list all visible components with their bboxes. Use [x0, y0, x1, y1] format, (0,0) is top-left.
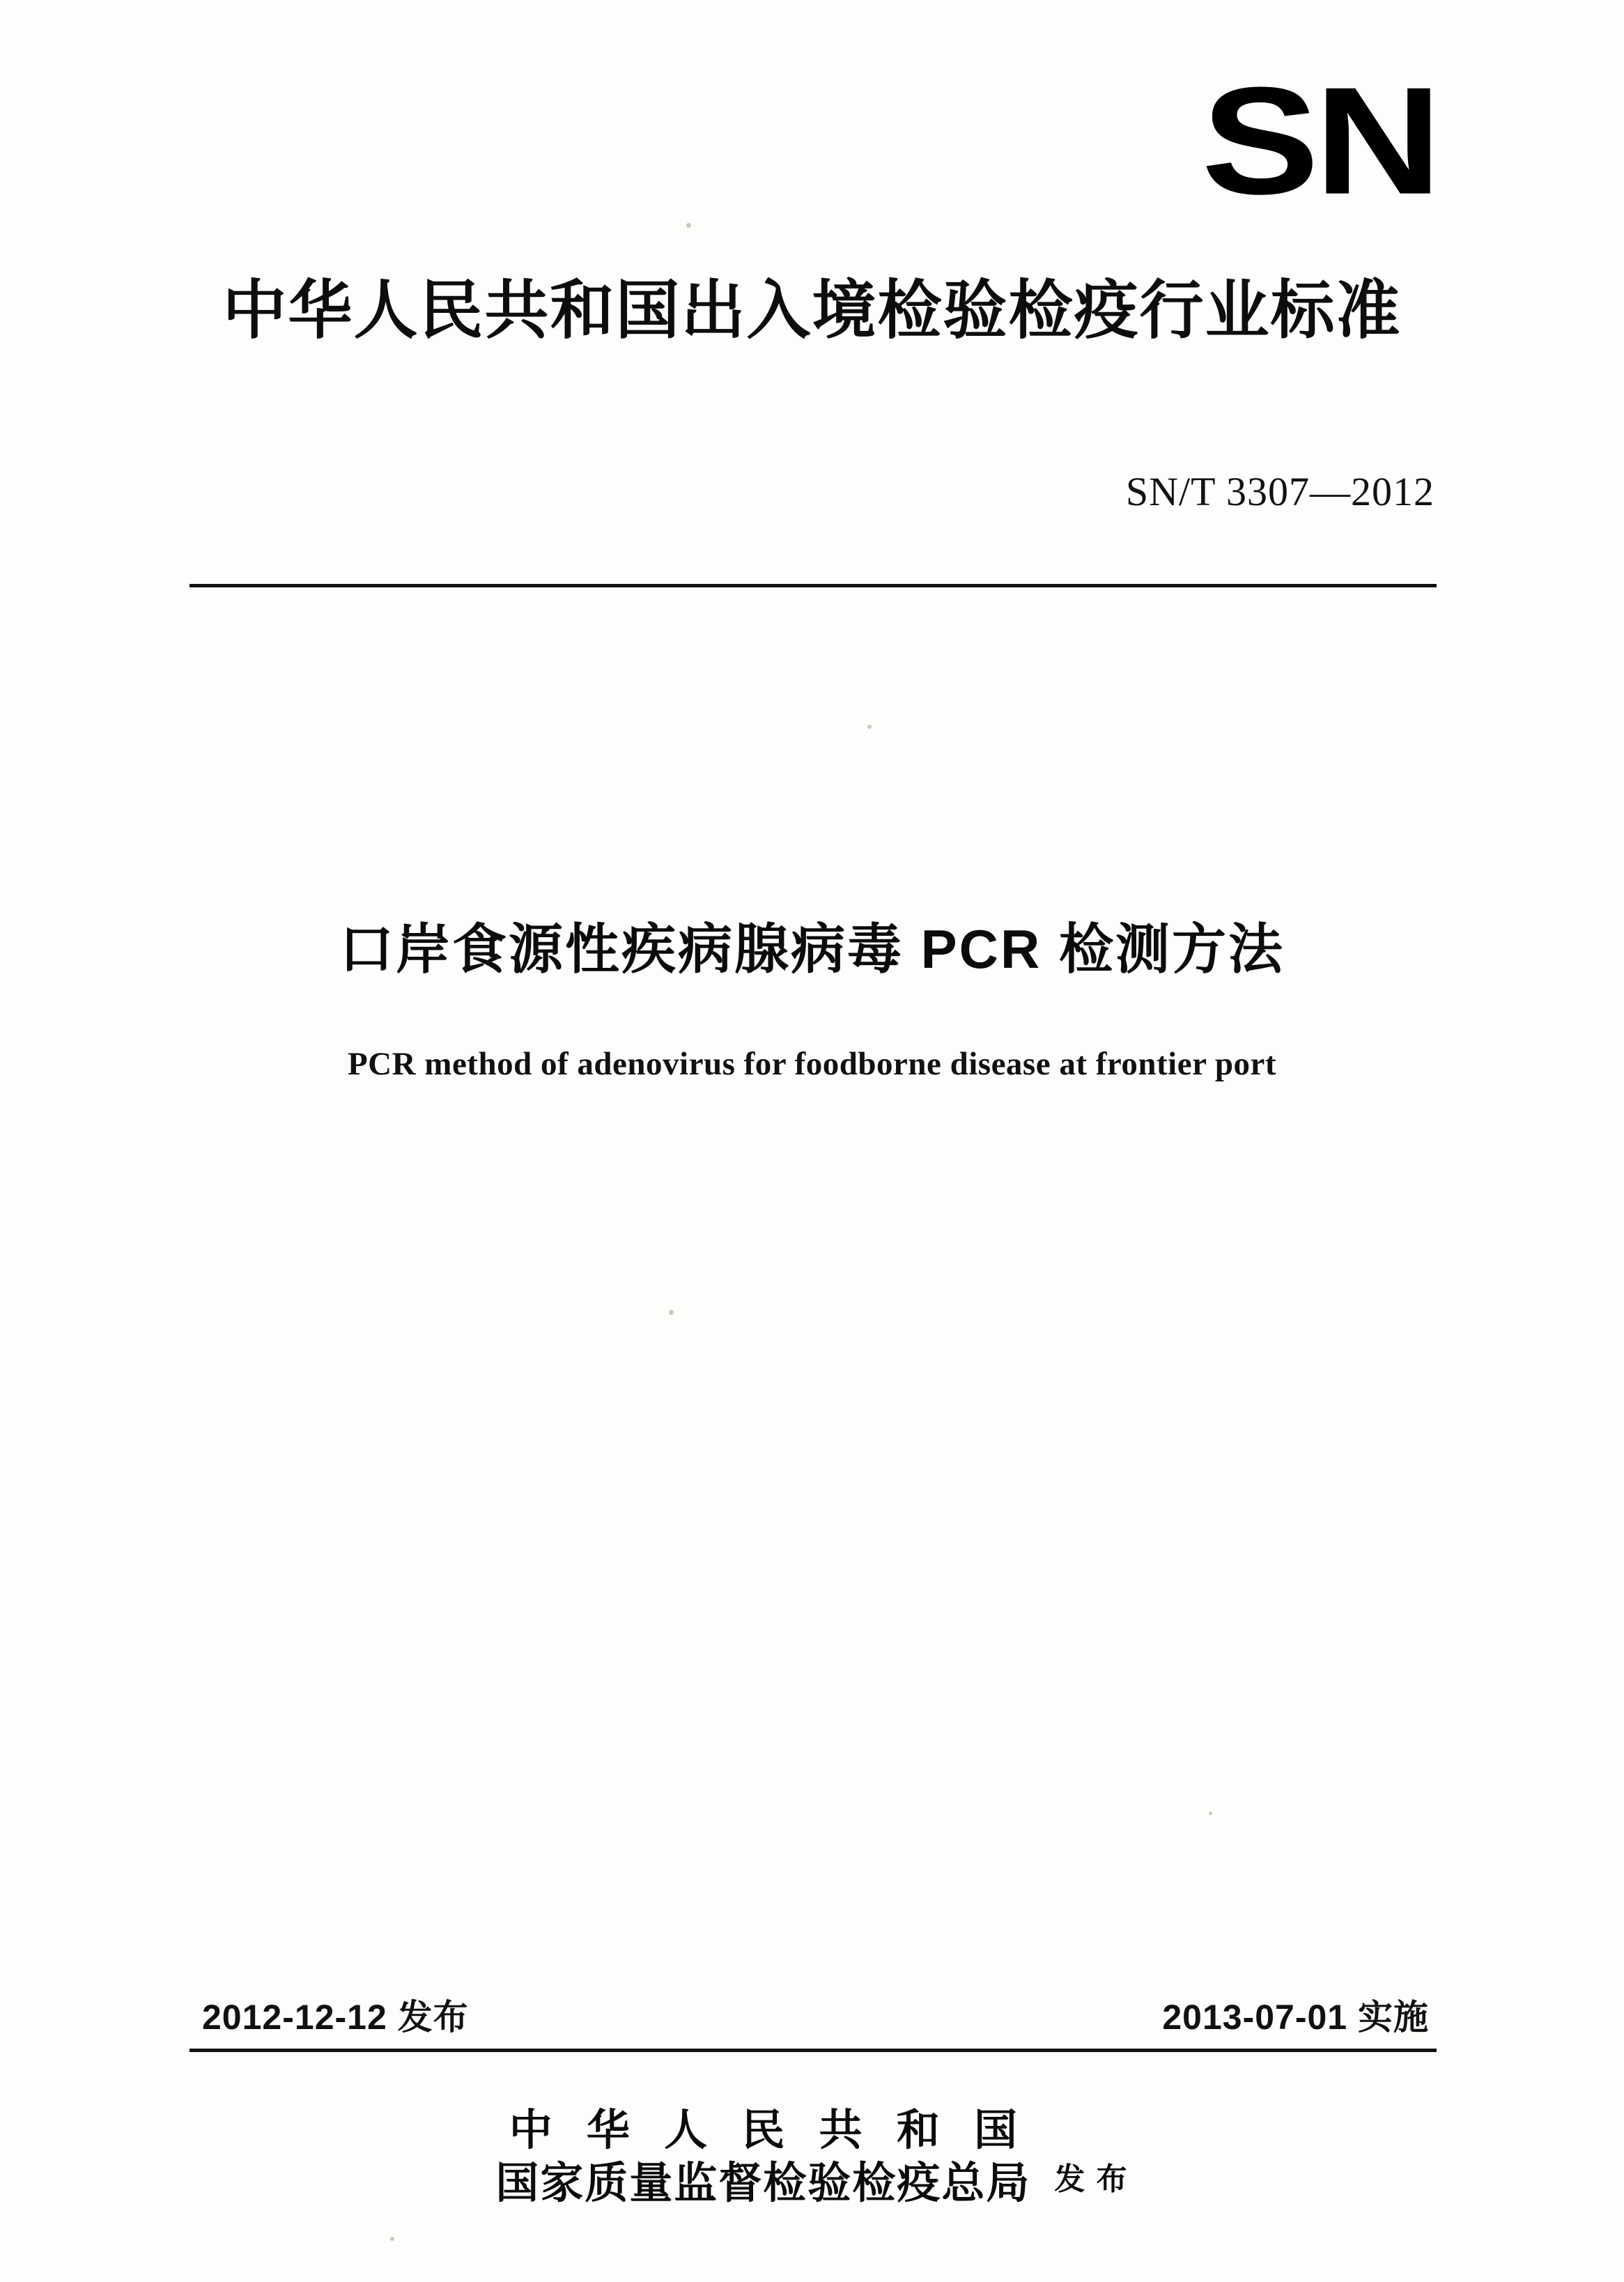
scan-speck: [686, 223, 691, 228]
implementation-date: 2013-07-01 实施: [1162, 1998, 1429, 2037]
publisher-line-1: 中 华 人 民 共 和 国: [509, 2106, 1029, 2154]
document-title-chinese: 口岸食源性疾病腺病毒 PCR 检测方法: [339, 918, 1285, 980]
organization-title: 中华人民共和国出入境检验检疫行业标准: [222, 275, 1402, 346]
footer-divider: [190, 2049, 1437, 2052]
document-title-english: PCR method of adenovirus for foodborne disease at frontier port: [347, 1046, 1277, 1082]
scan-speck: [1209, 1812, 1212, 1815]
publisher-line-2: 国家质量监督检验检疫总局: [495, 2159, 1031, 2207]
publisher-name: [495, 2104, 1030, 2210]
scan-speck: [867, 725, 872, 729]
scan-speck: [669, 1310, 674, 1315]
issue-date: 2012-12-12 发布: [202, 1998, 469, 2037]
header-divider: [190, 584, 1437, 587]
publisher-block: [0, 2104, 1624, 2210]
sn-logo: SN: [1201, 54, 1437, 226]
standard-number: SN/T 3307—2012: [1125, 469, 1434, 514]
publisher-issue-label: 发 布: [1054, 2162, 1129, 2197]
scan-speck: [390, 2237, 394, 2241]
